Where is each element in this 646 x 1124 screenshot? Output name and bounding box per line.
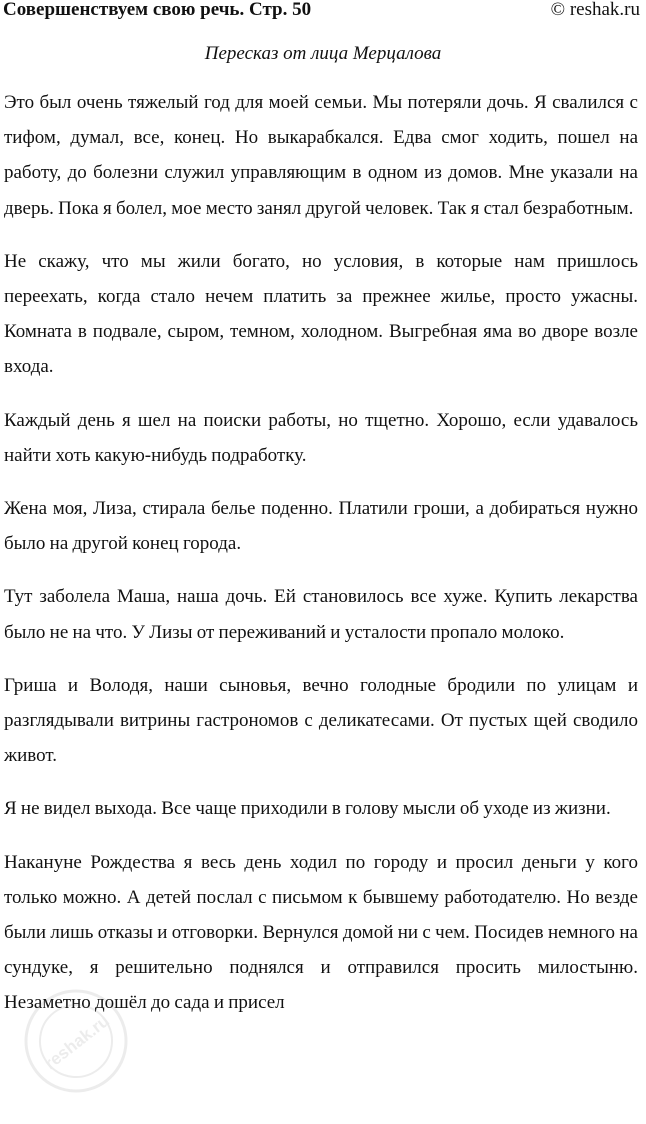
page-header bbox=[3, 0, 640, 22]
header-source: © reshak.ru bbox=[550, 0, 640, 20]
paragraph: Это был очень тяжелый год для моей семьи. Мы потеряли дочь. Я свалился с тифом, думал, все, конец. Но выкарабкался. Едва смог ходить, пошел на работу, до болезни служил управляющим в одном из домов. Мне указали на дверь. Пока я болел, мое место занял другой человек. Так я стал безработным. bbox=[4, 92, 638, 219]
watermark-text: reshak.ru bbox=[40, 1011, 113, 1074]
paragraph: Гриша и Володя, наши сыновья, вечно голодные бродили по улицам и разглядывали витрины гастрономов с деликатесами. От пустых щей сводило живот. bbox=[4, 674, 638, 767]
paragraph: Тут заболела Маша, наша дочь. Ей становилось все хуже. Купить лекарства было не на что. У Лизы от переживаний и усталости пропало молоко. bbox=[4, 586, 638, 643]
header-title: Совершенствуем свою речь. Стр. 50 bbox=[3, 0, 312, 20]
paragraph: Каждый день я шел на поиски работы, но тщетно. Хорошо, если удавалось найти хоть какую-нибудь подработку. bbox=[4, 409, 638, 466]
paragraph: Я не видел выхода. Все чаще приходили в голову мысли об уходе из жизни. bbox=[4, 798, 611, 820]
document-subtitle: Пересказ от лица Мерцалова bbox=[204, 43, 442, 64]
document-body bbox=[4, 85, 638, 1039]
paragraph: Не скажу, что мы жили богато, но условия, в которые нам пришлось переехать, когда стало нечем платить за прежнее жилье, просто ужасны. Комната в подвале, сыром, темном, холодном. Выгребная яма во дворе возле входа. bbox=[4, 250, 638, 378]
paragraph: Жена моя, Лиза, стирала белье поденно. Платили гроши, а добираться нужно было на другой конец города. bbox=[4, 498, 638, 555]
paragraph: Накануне Рождества я весь день ходил по городу и просил деньги у кого только можно. А детей послал с письмом к бывшему работодателю. Но везде были лишь отказы и отговорки. Вернулся домой ни с чем. Посидев немного на сундуке, я решительно поднялся и отправился просить милостыню. Незаметно дошёл до сада и присел bbox=[4, 851, 638, 1014]
